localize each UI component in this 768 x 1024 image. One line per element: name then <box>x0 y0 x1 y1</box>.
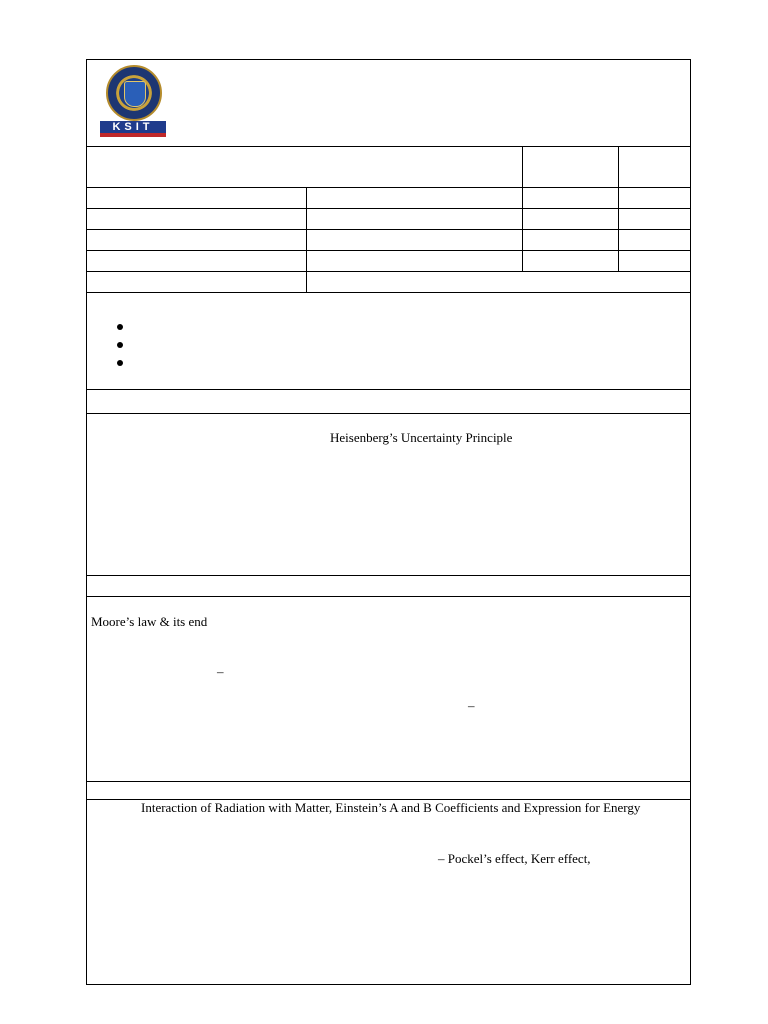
rule-col-3 <box>522 146 523 272</box>
institute-seal-icon <box>106 65 162 121</box>
rule-objectives-bottom <box>87 389 690 390</box>
objective-bullet-1 <box>117 324 123 330</box>
rule-table-row-2 <box>87 208 690 209</box>
module2-dash-2: – <box>468 698 475 713</box>
module2-dash-1: – <box>217 664 224 679</box>
rule-table-bottom <box>87 292 690 293</box>
rule-col-2 <box>306 187 307 292</box>
objective-bullet-2 <box>117 342 123 348</box>
module2-topic: Moore’s law & its end <box>91 614 208 629</box>
rule-table-row-4 <box>87 250 690 251</box>
rule-table-row-3 <box>87 229 690 230</box>
seal-shield-icon <box>124 81 146 107</box>
objective-bullet-3 <box>117 360 123 366</box>
rule-module2-header <box>87 596 690 597</box>
rule-module2-bottom <box>87 781 690 782</box>
rule-header-bottom <box>87 146 690 147</box>
logo-wordmark: KSIT <box>100 121 166 136</box>
logo-underline <box>100 133 166 137</box>
ksit-logo <box>100 65 168 137</box>
module3-line-2: – Pockel’s effect, Kerr effect, <box>438 851 591 866</box>
module3-topic: Interaction of Radiation with Matter, Einstein’s A and B Coefficients and Expression for Energy <box>141 800 641 815</box>
rule-table-row-1 <box>87 187 690 188</box>
rule-module1-header <box>87 413 690 414</box>
document-frame <box>86 59 691 985</box>
rule-col-4 <box>618 146 619 272</box>
rule-table-row-5 <box>87 271 690 272</box>
module1-topic: Heisenberg’s Uncertainty Principle <box>330 430 513 445</box>
rule-module1-bottom <box>87 575 690 576</box>
